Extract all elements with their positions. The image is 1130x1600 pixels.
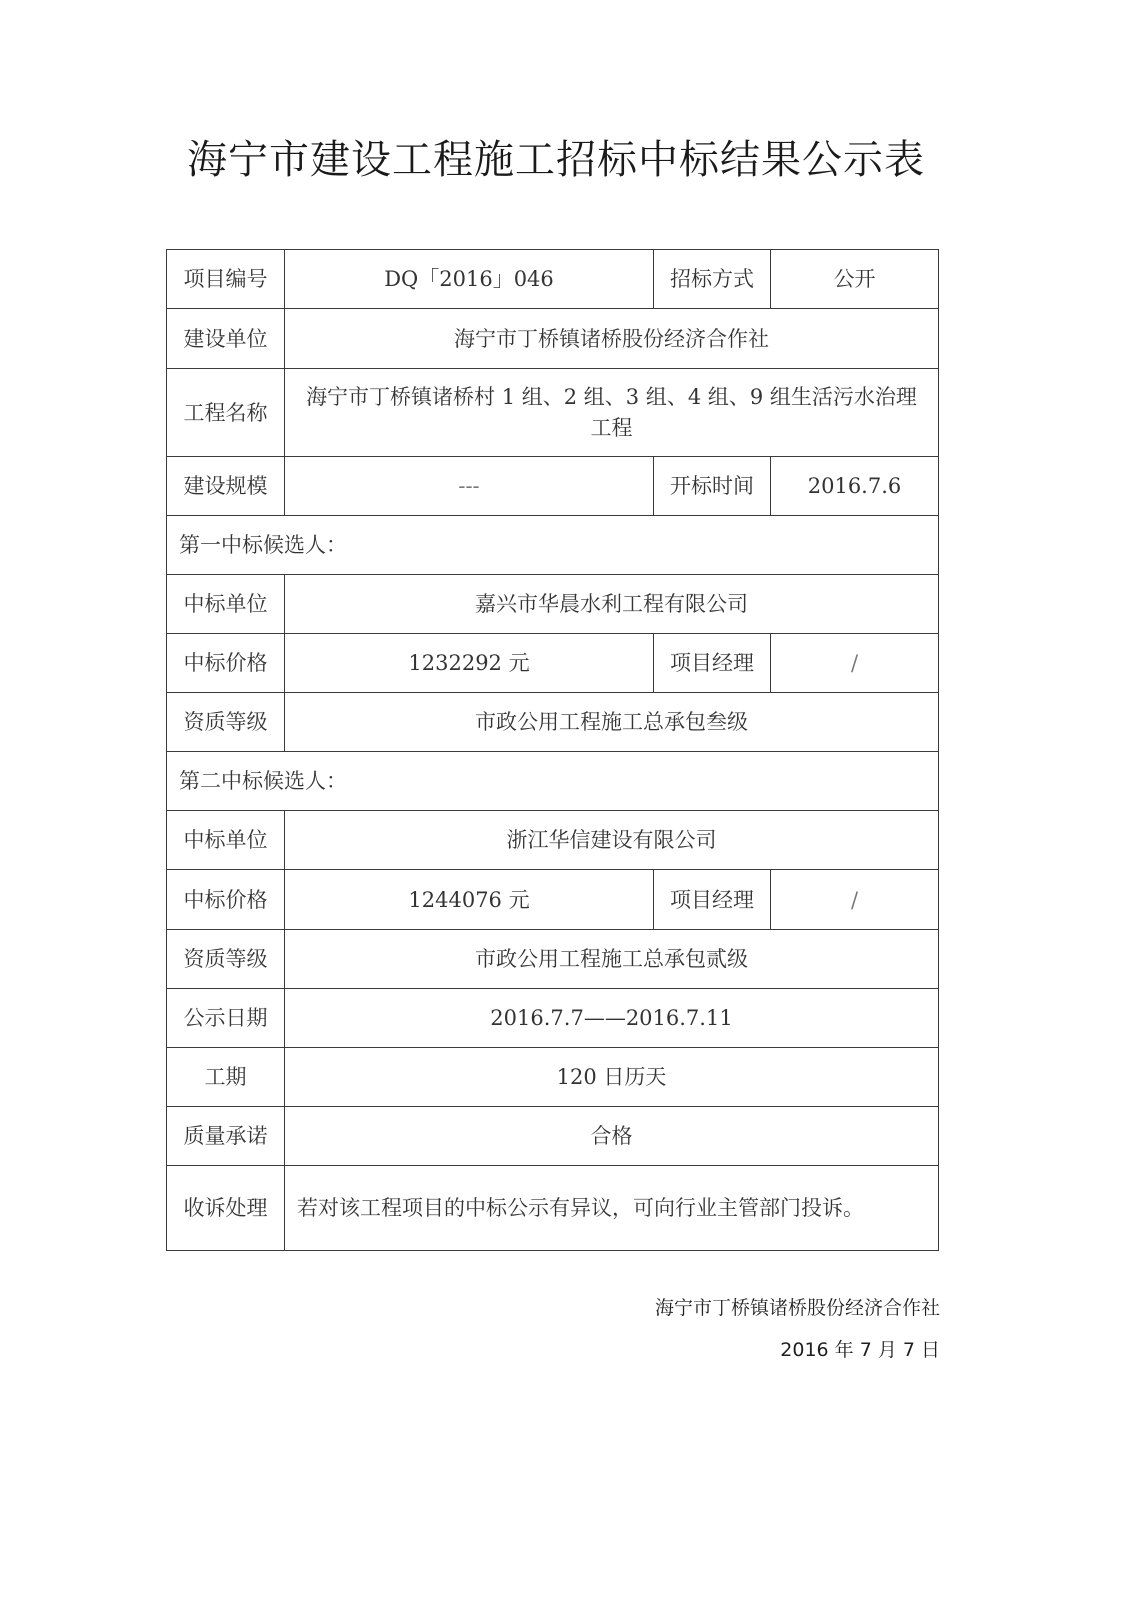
candidate-2-manager-label: 项目经理 <box>654 870 771 930</box>
candidate-1-manager-label: 项目经理 <box>654 634 771 693</box>
bid-method-label: 招标方式 <box>654 250 771 309</box>
footer-issuer: 海宁市丁桥镇诸桥股份经济合作社 <box>654 1297 940 1319</box>
project-name-label: 工程名称 <box>167 369 285 457</box>
candidate-1-qualification-label: 资质等级 <box>167 693 285 752</box>
result-table <box>166 249 939 1251</box>
candidate-1-price-value: 1232292 元 <box>285 634 654 693</box>
bid-method-value: 公开 <box>771 250 939 309</box>
candidate-1-heading: 第一中标候选人： <box>167 516 939 575</box>
complaint-label: 收诉处理 <box>167 1166 285 1251</box>
candidate-2-price-value: 1244076 元 <box>285 870 654 930</box>
project-no-label: 项目编号 <box>167 250 285 309</box>
candidate-2-qualification-label: 资质等级 <box>167 930 285 989</box>
scale-value: --- <box>285 457 654 516</box>
scale-label: 建设规模 <box>167 457 285 516</box>
candidate-2-price-label: 中标价格 <box>167 870 285 930</box>
duration-value: 120 日历天 <box>285 1048 939 1107</box>
publicity-date-label: 公示日期 <box>167 989 285 1048</box>
duration-label: 工期 <box>167 1048 285 1107</box>
opening-time-value: 2016.7.6 <box>771 457 939 516</box>
builder-label: 建设单位 <box>167 309 285 369</box>
candidate-1-manager-value: / <box>771 634 939 693</box>
candidate-2-unit-label: 中标单位 <box>167 811 285 870</box>
candidate-1-price-label: 中标价格 <box>167 634 285 693</box>
candidate-2-qualification-value: 市政公用工程施工总承包贰级 <box>285 930 939 989</box>
candidate-1-unit-value: 嘉兴市华晨水利工程有限公司 <box>285 575 939 634</box>
project-no-value: DQ「2016」046 <box>285 250 654 309</box>
candidate-1-unit-label: 中标单位 <box>167 575 285 634</box>
quality-label: 质量承诺 <box>167 1107 285 1166</box>
builder-value: 海宁市丁桥镇诸桥股份经济合作社 <box>285 309 939 369</box>
candidate-2-manager-value: / <box>771 870 939 930</box>
project-name-line-2: 工程 <box>590 415 633 440</box>
candidate-2-unit-value: 浙江华信建设有限公司 <box>285 811 939 870</box>
candidate-2-heading: 第二中标候选人： <box>167 752 939 811</box>
project-name-value <box>285 369 939 457</box>
footer-date: 2016 年 7 月 7 日 <box>780 1339 940 1361</box>
quality-value: 合格 <box>285 1107 939 1166</box>
complaint-value: 若对该工程项目的中标公示有异议，可向行业主管部门投诉。 <box>285 1166 939 1251</box>
page-title: 海宁市建设工程施工招标中标结果公示表 <box>187 137 925 183</box>
candidate-1-qualification-value: 市政公用工程施工总承包叁级 <box>285 693 939 752</box>
publicity-date-value: 2016.7.7——2016.7.11 <box>285 989 939 1048</box>
project-name-line-1: 海宁市丁桥镇诸桥村 1 组、2 组、3 组、4 组、9 组生活污水治理 <box>306 384 917 409</box>
opening-time-label: 开标时间 <box>654 457 771 516</box>
